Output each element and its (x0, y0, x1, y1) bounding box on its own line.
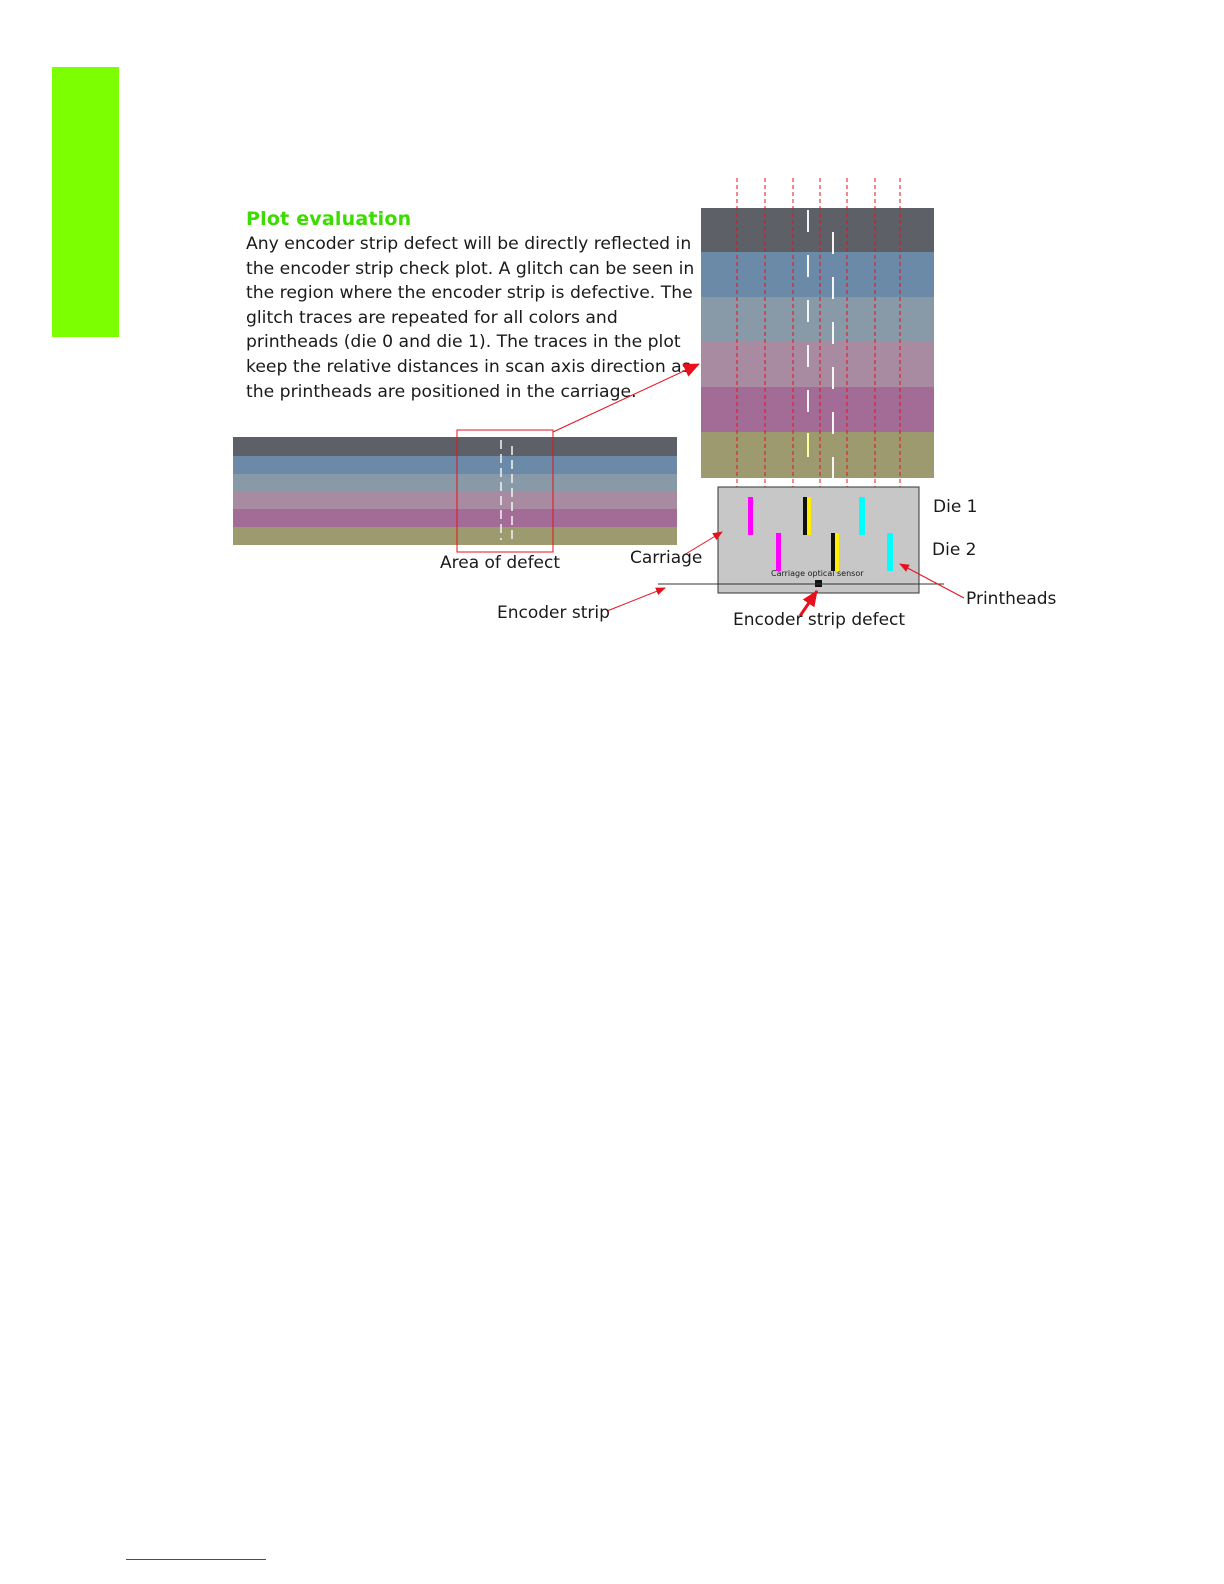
paragraph-line: the region where the encoder strip is defective. The (246, 283, 693, 304)
zoomed-check-plot (701, 208, 934, 478)
paragraph-line: glitch traces are repeated for all colors and (246, 307, 618, 328)
printhead-black-die1 (803, 497, 807, 535)
wide-check-plot (233, 437, 677, 545)
printhead-cyan-die2 (887, 533, 893, 571)
printhead-magenta-die2 (776, 533, 781, 571)
carriage-label: Carriage (630, 548, 703, 568)
die-1-label: Die 1 (933, 497, 978, 517)
paragraph-line: Any encoder strip defect will be directly reflected in (246, 234, 692, 254)
paragraph-line: printheads (die 0 and die 1). The traces in the plot (246, 332, 681, 353)
footer-rule (126, 1559, 266, 1560)
encoder-strip-defect-label: Encoder strip defect (733, 610, 906, 630)
paragraph-line: the printheads are positioned in the carriage. (246, 381, 637, 402)
printhead-cyan-die1 (859, 497, 865, 535)
paragraph-line: keep the relative distances in scan axis direction as (246, 356, 691, 377)
encoder-strip-label: Encoder strip (497, 603, 610, 623)
printhead-black-die2 (831, 533, 835, 571)
area-of-defect-label: Area of defect (440, 553, 561, 573)
section-heading: Plot evaluation (246, 208, 412, 230)
optical-sensor-label: Carriage optical sensor (771, 569, 864, 578)
die-2-label: Die 2 (932, 540, 977, 560)
printhead-yellow-die1 (807, 497, 811, 535)
paragraph-line: the encoder strip check plot. A glitch can be seen in (246, 258, 695, 279)
printhead-yellow-die2 (835, 533, 839, 571)
printhead-magenta-die1 (748, 497, 753, 535)
printheads-label: Printheads (966, 589, 1057, 609)
